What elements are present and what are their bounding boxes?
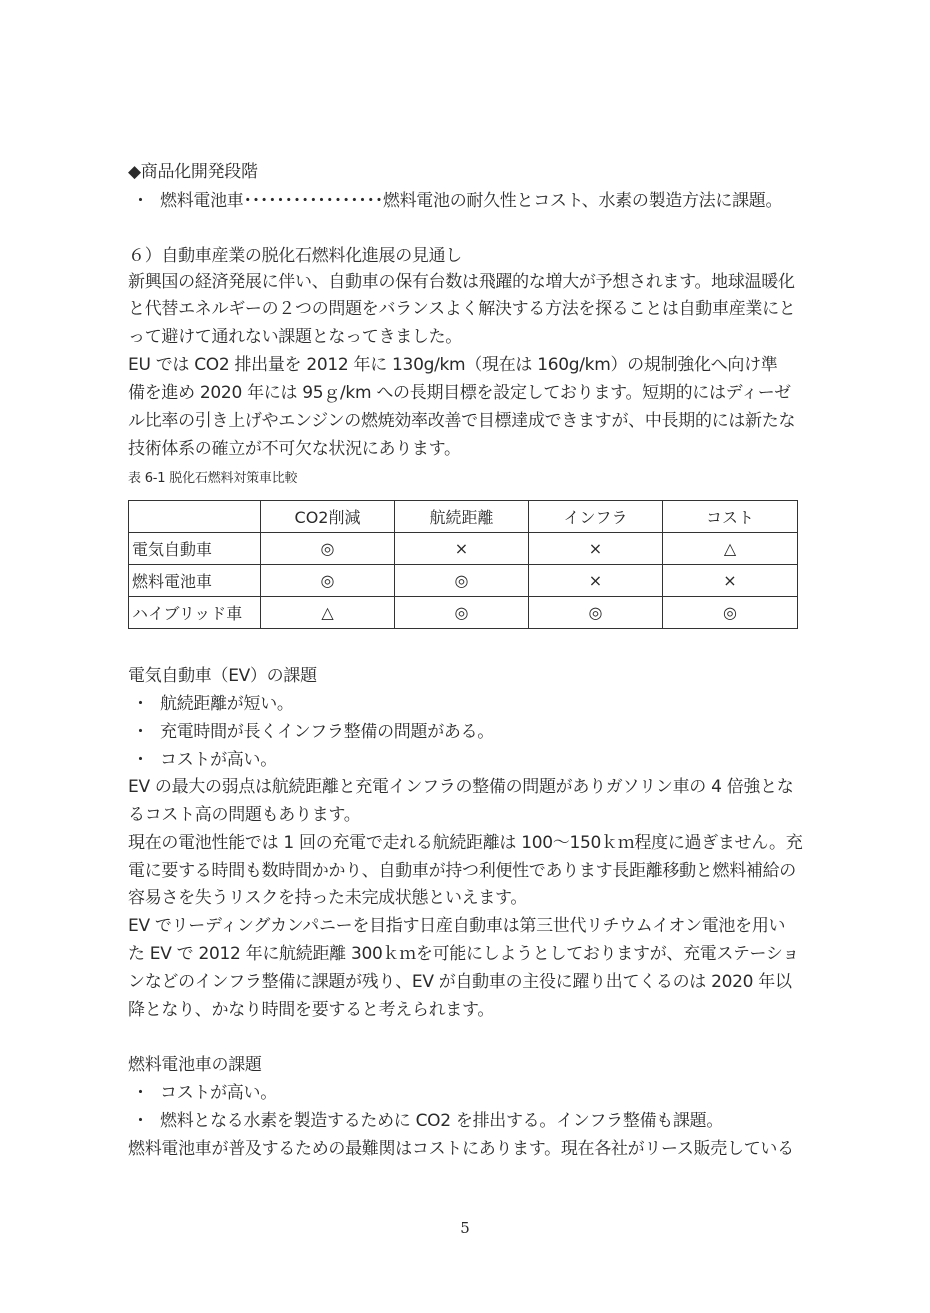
table-header-cell [129,501,261,533]
paragraph-line: って避けて通れない課題となってきました。 [128,327,462,347]
table-row [129,533,798,565]
bullet-marker: ・ [132,722,149,742]
page-number: 5 [460,1219,470,1237]
table-cell: × [529,533,663,565]
paragraph-line: と代替エネルギーの２つの問題をバランスよく解決する方法を探ることは自動車産業にと [128,299,796,319]
paragraph-line: EV でリーディングカンパニーを目指す日産自動車は第三世代リチウムイオン電池を用い [128,916,786,936]
table-header-cell: インフラ [529,501,663,533]
table-cell: ◎ [395,597,529,629]
table-cell: × [663,565,798,597]
paragraph-line: EV の最大の弱点は航続距離と充電インフラの整備の問題がありガソリン車の 4 倍強とな [128,777,794,797]
table-caption: 表 6-1 脱化石燃料対策車比較 [128,471,298,486]
table-row-label: 電気自動車 [129,533,261,565]
paragraph-line: 電に要する時間も数時間かかり、自動車が持つ利便性であります長距離移動と燃料補給の [128,861,796,881]
paragraph-line: 新興国の経済発展に伴い、自動車の保有台数は飛躍的な増大が予想されます。地球温暖化 [128,272,795,292]
table-cell: × [395,533,529,565]
paragraph-line: EU では CO2 排出量を 2012 年に 130g/km（現在は 160g/km）の規制強化へ向け準 [128,355,778,375]
table-cell: × [529,565,663,597]
bullet-marker: ・ [132,750,149,770]
table-cell: ◎ [529,597,663,629]
fc-bullet-item: 燃料となる水素を製造するために CO2 を排出する。インフラ整備も課題。 [160,1111,724,1131]
table-header-cell: コスト [663,501,798,533]
table-row [129,597,798,629]
bullet-marker: ・ [132,694,149,714]
fc-heading: 燃料電池車の課題 [128,1055,262,1075]
ev-heading: 電気自動車（EV）の課題 [128,666,317,686]
paragraph-line: ル比率の引き上げやエンジンの燃焼効率改善で目標達成できますが、中長期的には新たな [128,411,796,431]
ev-bullet-item: 航続距離が短い。 [160,694,294,714]
table-cell: ◎ [395,565,529,597]
fc-bullet-item: コストが高い。 [160,1083,277,1103]
stage-bullet-marker: ・ [132,191,149,211]
table-header-cell: 航続距離 [395,501,529,533]
table-row [129,565,798,597]
table-cell: ◎ [663,597,798,629]
bullet-marker: ・ [132,1083,149,1103]
table-row-label: ハイブリッド車 [129,597,261,629]
table-cell: ◎ [261,565,395,597]
ev-bullet-item: コストが高い。 [160,750,277,770]
comparison-table [128,500,798,629]
bullet-marker: ・ [132,1111,149,1131]
table-cell: △ [663,533,798,565]
paragraph-line: 備を進め 2020 年には 95ｇ/km への長期目標を設定しております。短期的にはディーゼ [128,383,791,403]
paragraph-line: ンなどのインフラ整備に課題が残り、EV が自動車の主役に躍り出てくるのは 2020 年以 [128,972,792,992]
ev-bullet-item: 充電時間が長くインフラ整備の問題がある。 [160,722,494,742]
paragraph-line: 容易さを失うリスクを持った未完成状態といえます。 [128,888,528,908]
paragraph-line: 燃料電池車が普及するための最難関はコストにあります。現在各社がリース販売している [128,1139,794,1159]
paragraph-line: 現在の電池性能では 1 回の充電で走れる航続距離は 100～150ｋｍ程度に過ぎません。充 [128,833,803,853]
section-heading: ◆商品化開発段階 [128,162,258,182]
paragraph-line: るコスト高の問題もあります。 [128,805,361,825]
table-cell: ◎ [261,533,395,565]
table-header-row [129,501,798,533]
stage-item-fuel-cell: 燃料電池車･････････････････燃料電池の耐久性とコスト、水素の製造方法に課題。 [160,191,783,211]
table-header-cell: CO2削減 [261,501,395,533]
table-row-label: 燃料電池車 [129,565,261,597]
sub-heading: ６）自動車産業の脱化石燃料化進展の見通し [128,246,462,266]
paragraph-line: た EV で 2012 年に航続距離 300ｋｍを可能にしようとしておりますが、充電ステーショ [128,944,799,964]
paragraph-line: 降となり、かなり時間を要すると考えられます。 [128,1000,495,1020]
table-cell: △ [261,597,395,629]
paragraph-line: 技術体系の確立が不可欠な状況にあります。 [128,439,461,459]
